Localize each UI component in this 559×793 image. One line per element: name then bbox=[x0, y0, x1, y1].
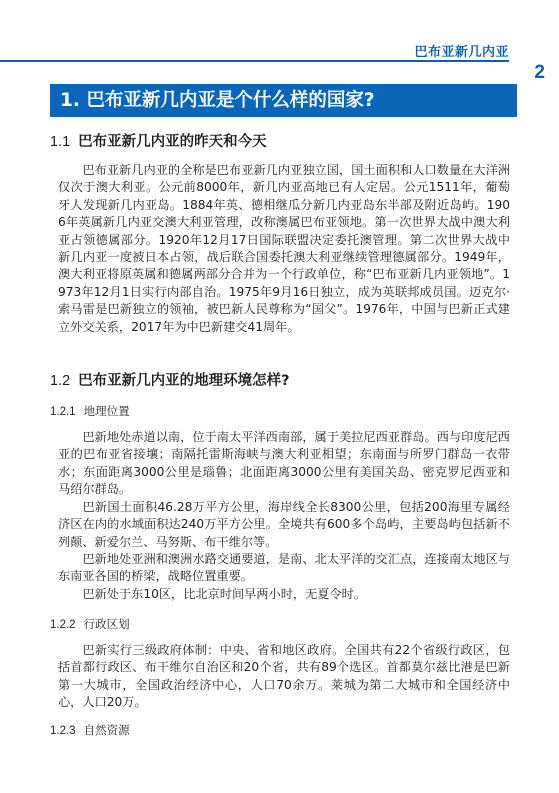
section-title: 巴布亚新几内亚的昨天和今天 bbox=[78, 134, 267, 150]
paragraph-area: 巴新国土面积46.28万平方公里，海岸线全长8300公里，包括200海里专属经济区在内的水域面积达240万平方公里。全境共有600多个岛屿，主要岛屿包括新不列颠、新爱尔兰、马努斯、布干维尔等。 bbox=[58, 500, 510, 549]
section-heading-1-1 bbox=[50, 130, 267, 151]
page-number: 2 bbox=[534, 62, 545, 83]
chapter-title: 1. 巴布亚新几内亚是个什么样的国家? bbox=[50, 84, 517, 117]
subsection-heading-1-2-3 bbox=[50, 722, 130, 738]
section-title: 巴布亚新几内亚的地理环境怎样? bbox=[78, 373, 290, 389]
header-rule bbox=[0, 60, 509, 62]
section-heading-1-2 bbox=[50, 369, 290, 390]
subsection-heading-1-2-1 bbox=[50, 403, 130, 419]
subsection-title: 自然资源 bbox=[83, 723, 130, 737]
paragraph-administration: 巴新实行三级政府体制：中央、省和地区政府。全国共有22个省级行政区，包括首都行政区、布干维尔自治区和20个省，共有89个选区。首都莫尔兹比港是巴新第一大城市，全国政治经济中心，人口70余万。莱城为第二大城市和全国经济中心，人口20万。 bbox=[58, 643, 510, 710]
subsection-number: 1.2.3 bbox=[50, 725, 76, 737]
subsection-title: 行政区划 bbox=[83, 617, 130, 631]
paragraph-location: 巴新地处赤道以南，位于南太平洋西南部，属于美拉尼西亚群岛。西与印度尼西亚的巴布亚省接壤；南隔托雷斯海峡与澳大利亚相望；东南面与所罗门群岛一衣带水；东面距离3000公里是瑙鲁；北面距离3000公里有美国关岛、密克罗尼西亚和马绍尔群岛。 bbox=[58, 430, 510, 497]
running-title: 巴布亚新几内亚 bbox=[414, 45, 509, 60]
paragraph-timezone: 巴新处于东10区，比北京时间早两小时，无夏令时。 bbox=[82, 587, 367, 601]
subsection-heading-1-2-2 bbox=[50, 616, 130, 632]
subsection-number: 1.2.1 bbox=[50, 406, 76, 418]
subsection-number: 1.2.2 bbox=[50, 619, 76, 631]
running-header bbox=[0, 36, 559, 83]
subsection-title: 地理位置 bbox=[83, 404, 130, 418]
section-number: 1.1 bbox=[50, 134, 71, 150]
section-number: 1.2 bbox=[50, 373, 71, 389]
paragraph-history: 巴布亚新几内亚的全称是巴布亚新几内亚独立国，国土面积和人口数量在大洋洲仅次于澳大利亚。公元前8000年，新几内亚高地已有人定居。公元1511年，葡萄牙人发现新几内亚岛。1884年英、德相继瓜分新几内亚岛东半部及附近岛屿。1906年英属新几内亚交澳大利亚管理，改称澳属巴布亚领地。第一次世界大战中澳大利亚占领德属部分。1920年12月17日国际联盟决定委托澳管理。第二次世界大战中新几内亚一度被日本占领，战后联合国委托澳大利亚继续管理德属部分。1949年，澳大利亚将原英属和德属两部分合并为一个行政单位，称“巴布亚新几内亚领地”。1973年12月1日实行内部自治。1975年9月16日独立，成为英联邦成员国。迈克尔·索马雷是巴新独立的领袖，被巴新人民尊称为“国父”。1976年，中国与巴新正式建立外交关系，2017年为中巴新建交41周年。 bbox=[58, 163, 510, 334]
paragraph-strategic: 巴新地处亚洲和澳洲水路交通要道，是南、北太平洋的交汇点，连接南太地区与东南亚各国的桥梁，战略位置重要。 bbox=[58, 552, 510, 584]
